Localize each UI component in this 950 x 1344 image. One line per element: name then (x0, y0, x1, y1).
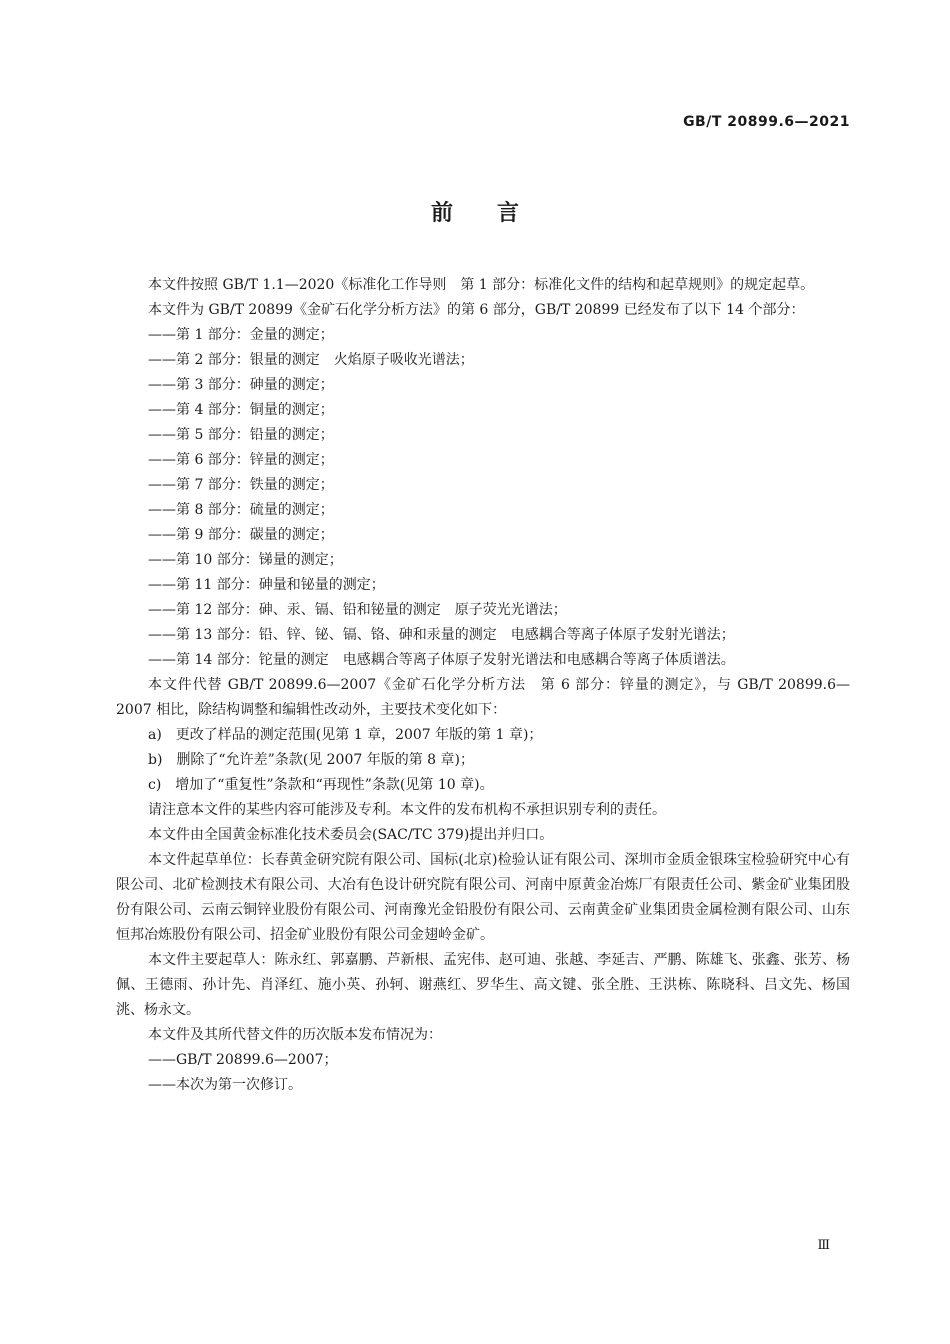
list-item-change-c: c) 增加了“重复性”条款和“再现性”条款(见第 10 章)。 (148, 777, 494, 793)
list-item-part-2: ——第 2 部分：银量的测定 火焰原子吸收光谱法； (148, 352, 474, 368)
page-title: 前言 (430, 201, 563, 226)
list-item-change-b: b) 删除了“允许差”条款(见 2007 年版的第 8 章)； (148, 752, 474, 768)
paragraph-drafters: 本文件主要起草人：陈永红、郭嘉鹏、芦新根、孟宪伟、赵可迪、张越、李延吉、严鹏、陈雄飞、张鑫、张芳、杨佩、王德雨、孙计先、肖泽红、施小英、孙轲、谢燕红、罗华生、高文键、张全胜、王洪栋、陈晓科、吕文先、杨国洮、杨永文。 (116, 952, 850, 1018)
paragraph-patent-notice: 请注意本文件的某些内容可能涉及专利。本文件的发布机构不承担识别专利的责任。 (148, 802, 666, 818)
paragraph-drafting-rules: 本文件按照 GB/T 1.1—2020《标准化工作导则 第 1 部分：标准化文件的结构和起草规则》的规定起草。 (148, 277, 815, 293)
list-item-history-current: ——本次为第一次修订。 (148, 1077, 302, 1093)
list-item-part-10: ——第 10 部分：锑量的测定； (148, 552, 343, 568)
list-item-part-7: ——第 7 部分：铁量的测定； (148, 477, 334, 493)
list-item-change-a: a) 更改了样品的测定范围(见第 1 章，2007 年版的第 1 章)； (148, 727, 543, 743)
list-item-part-8: ——第 8 部分：硫量的测定； (148, 502, 334, 518)
list-item-part-9: ——第 9 部分：碳量的测定； (148, 527, 334, 543)
standard-code: GB/T 20899.6—2021 (683, 114, 850, 130)
paragraph-version-history: 本文件及其所代替文件的历次版本发布情况为： (148, 1027, 442, 1043)
list-item-part-1: ——第 1 部分：金量的测定； (148, 327, 334, 343)
foreword-body (116, 273, 850, 1098)
list-item-part-14: ——第 14 部分：铊量的测定 电感耦合等离子体原子发射光谱法和电感耦合等离子体质谱法。 (148, 652, 735, 668)
list-item-part-6: ——第 6 部分：锌量的测定； (148, 452, 334, 468)
page-number: Ⅲ (817, 1238, 830, 1253)
list-item-part-12: ——第 12 部分：砷、汞、镉、铅和铋量的测定 原子荧光光谱法； (148, 602, 567, 618)
paragraph-drafting-units: 本文件起草单位：长春黄金研究院有限公司、国标(北京)检验认证有限公司、深圳市金质金银珠宝检验研究中心有限公司、北矿检测技术有限公司、大冶有色设计研究院有限公司、河南中原黄金冶炼厂有限责任公司、紫金矿业集团股份有限公司、云南云铜锌业股份有限公司、河南豫光金铅股份有限公司、云南黄金矿业集团贵金属检测有限公司、山东恒邦冶炼股份有限公司、招金矿业股份有限公司金翅岭金矿。 (116, 852, 850, 943)
paragraph-parts-intro: 本文件为 GB/T 20899《金矿石化学分析方法》的第 6 部分，GB/T 20899 已经发布了以下 14 个部分： (148, 302, 805, 318)
list-item-history-2007: ——GB/T 20899.6—2007； (148, 1052, 338, 1068)
paragraph-replaces: 本文件代替 GB/T 20899.6—2007《金矿石化学分析方法 第 6 部分：锌量的测定》，与 GB/T 20899.6—2007 相比，除结构调整和编辑性改动外，主要技术变化如下： (116, 677, 850, 718)
list-item-part-5: ——第 5 部分：铅量的测定； (148, 427, 334, 443)
paragraph-proposed-by: 本文件由全国黄金标准化技术委员会(SAC/TC 379)提出并归口。 (148, 827, 554, 843)
list-item-part-13: ——第 13 部分：铅、锌、铋、镉、铬、砷和汞量的测定 电感耦合等离子体原子发射光谱法； (148, 627, 735, 643)
list-item-part-11: ——第 11 部分：砷量和铋量的测定； (148, 577, 385, 593)
list-item-part-4: ——第 4 部分：铜量的测定； (148, 402, 334, 418)
list-item-part-3: ——第 3 部分：砷量的测定； (148, 377, 334, 393)
